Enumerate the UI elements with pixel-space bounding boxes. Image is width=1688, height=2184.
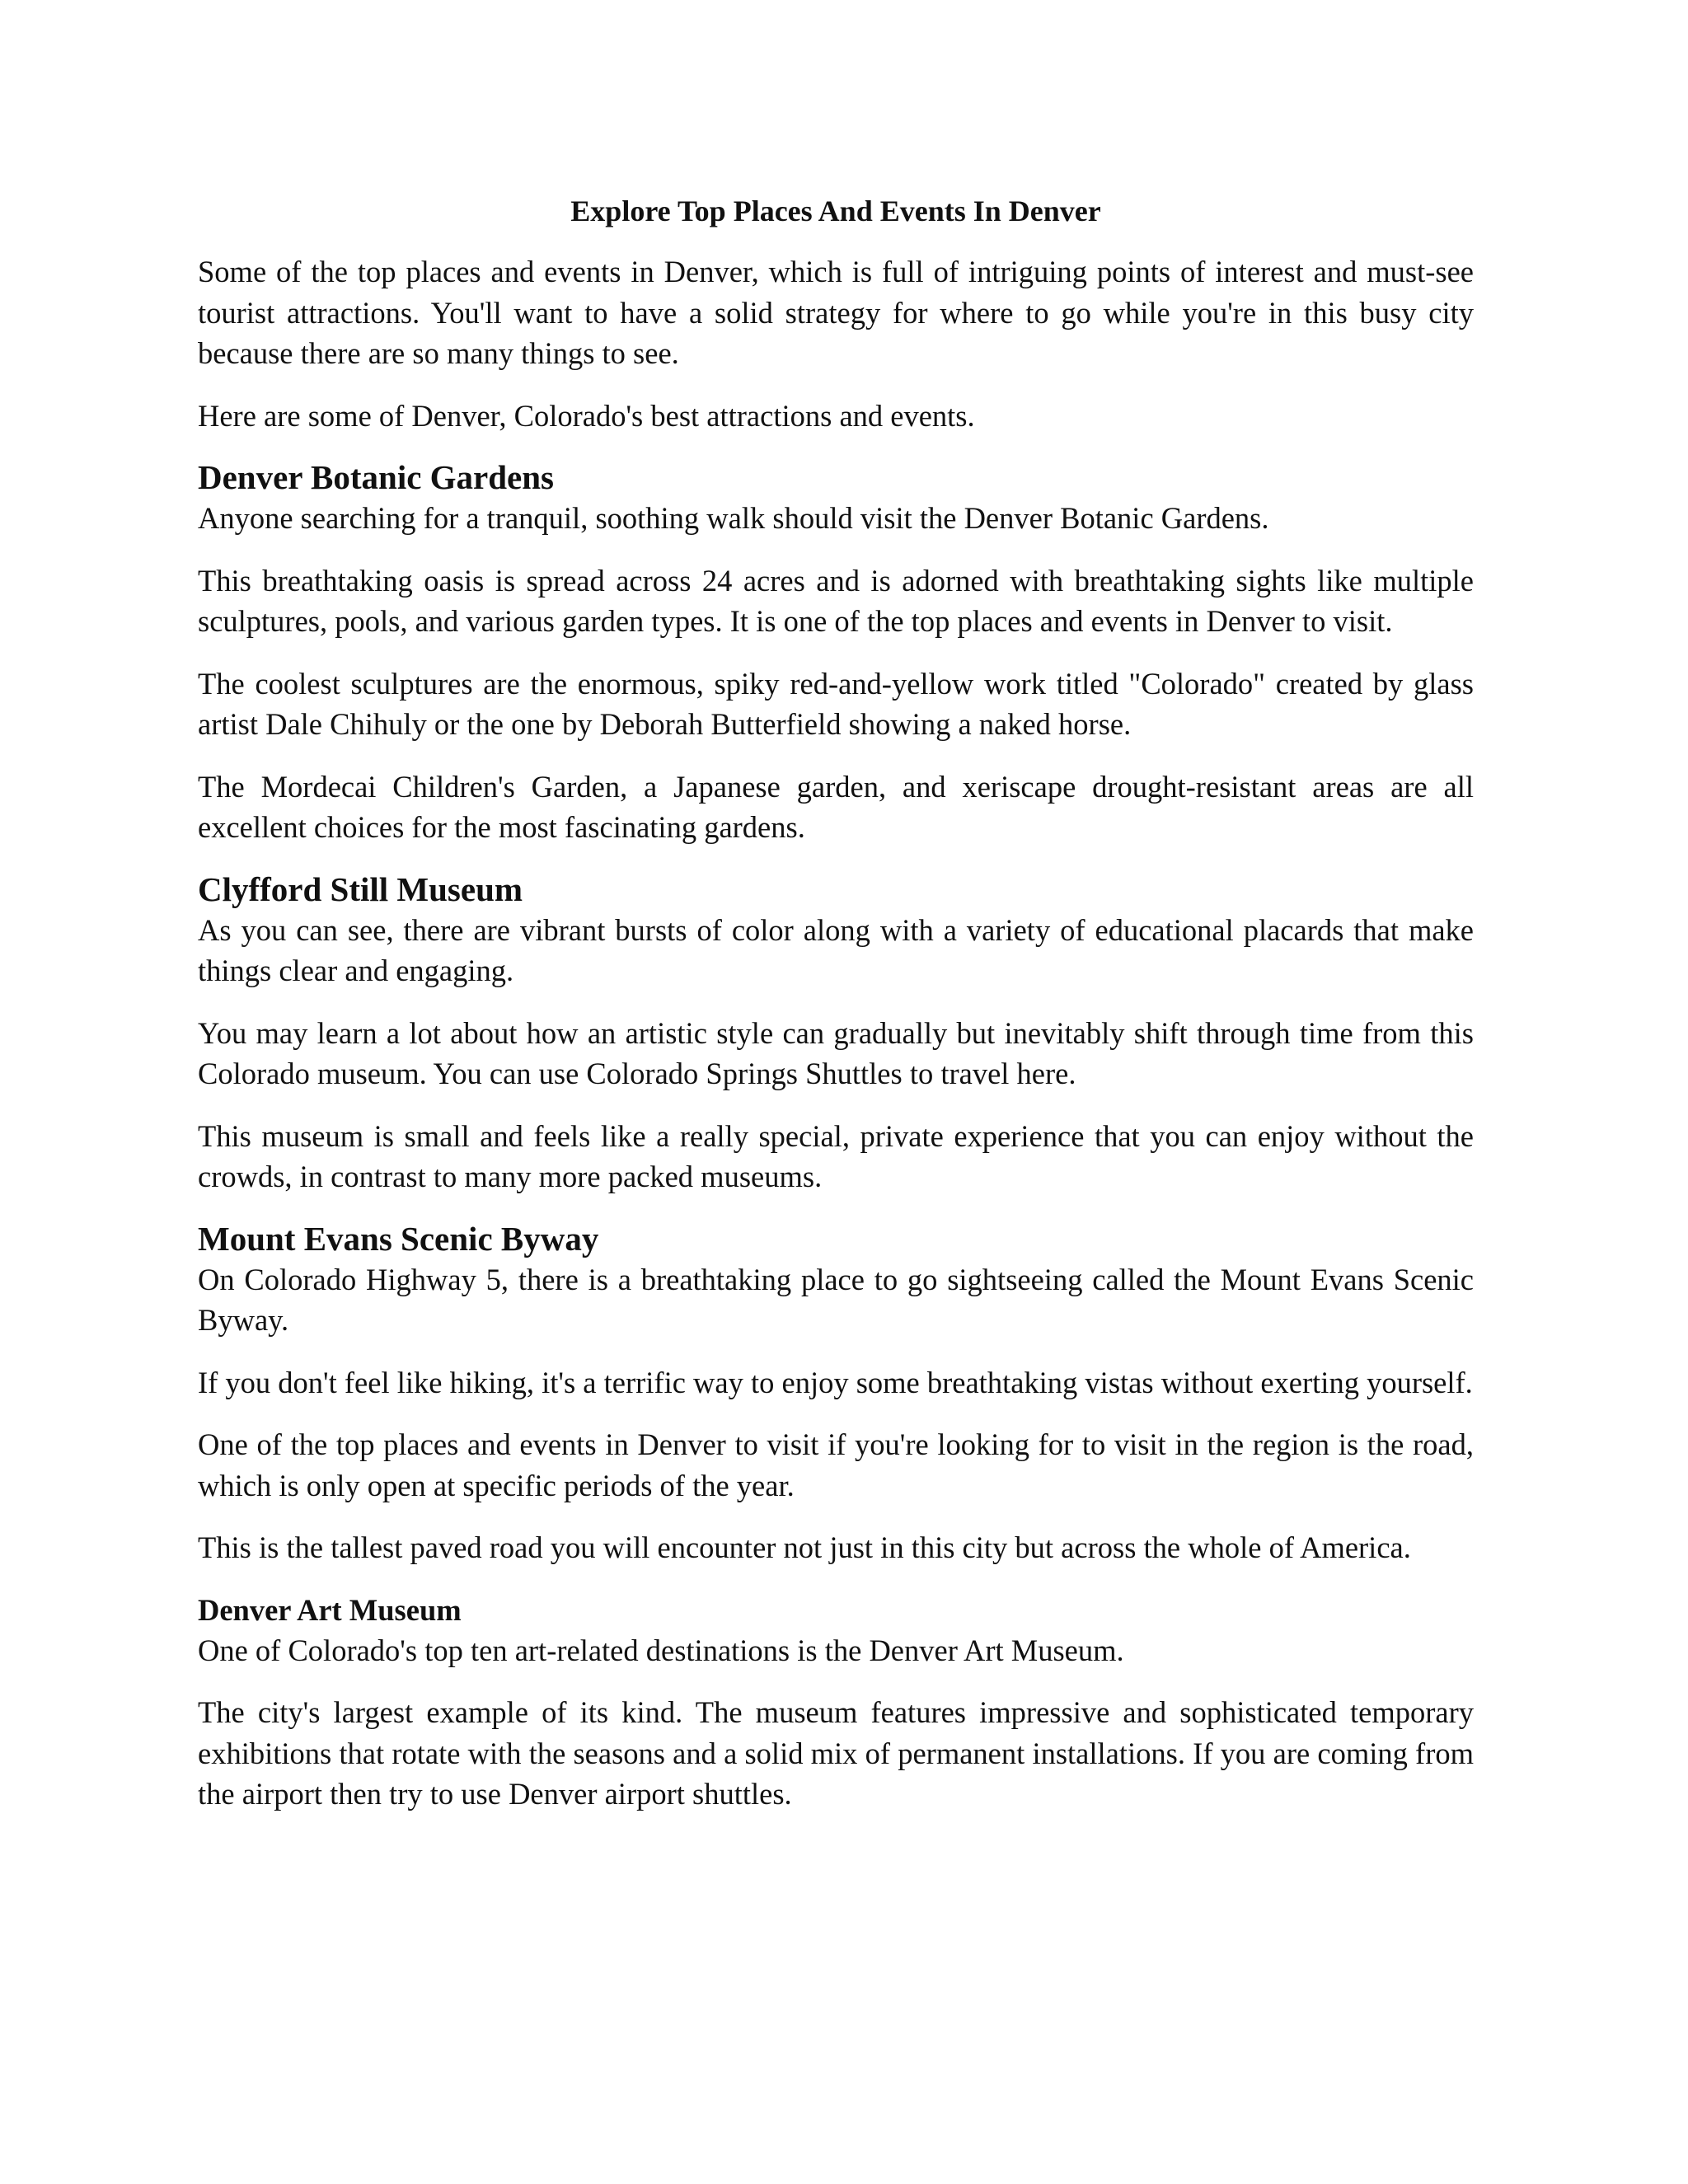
section-paragraph: One of Colorado's top ten art-related destinations is the Denver Art Museum. [198, 1633, 1124, 1667]
section-heading: Denver Botanic Gardens [198, 458, 555, 496]
section-paragraph: If you don't feel like hiking, it's a terrific way to enjoy some breathtaking vistas without exerting yourself. [198, 1365, 1473, 1399]
section-heading: Denver Art Museum [198, 1592, 462, 1627]
section-paragraph: This museum is small and feels like a really special, private experience that you can enjoy without the crowds, in contrast to many more packed museums. [198, 1118, 1474, 1193]
section-mount-evans-scenic-byway [198, 1219, 1474, 1568]
section-denver-art-museum [198, 1590, 1474, 1815]
section-paragraph: As you can see, there are vibrant bursts of color along with a variety of educational placards that make things clear and engaging. [198, 912, 1474, 987]
section-paragraph: On Colorado Highway 5, there is a breathtaking place to go sightseeing called the Mount Evans Scenic Byway. [198, 1262, 1474, 1337]
section-paragraph: One of the top places and events in Denver to visit if you're looking for to visit in the region is the road, which is only open at specific periods of the year. [198, 1427, 1474, 1502]
section-paragraph: The coolest sculptures are the enormous, spiky red-and-yellow work titled "Colorado" created by glass artist Dale Chihuly or the one by Deborah Butterfield showing a naked horse. [198, 666, 1474, 741]
section-paragraph: The city's largest example of its kind. The museum features impressive and sophisticated temporary exhibitions that rotate with the seasons and a solid mix of permanent installations. If you are coming from the airport then try to use Denver airport shuttles. [198, 1695, 1474, 1811]
intro-paragraph: Here are some of Denver, Colorado's best attractions and events. [198, 398, 975, 433]
document-title: Explore Top Places And Events In Denver [570, 194, 1101, 227]
section-heading: Mount Evans Scenic Byway [198, 1219, 599, 1258]
section-paragraph: This breathtaking oasis is spread across 24 acres and is adorned with breathtaking sights like multiple sculptures, pools, and various garden types. It is one of the top places and events in Denver to visit. [198, 563, 1474, 638]
section-denver-botanic-gardens [198, 457, 1474, 848]
intro-paragraph: Some of the top places and events in Denver, which is full of intriguing points of interest and must-see tourist attractions. You'll want to have a solid strategy for where to go while you're in this busy city because there are so many things to see. [198, 255, 1474, 370]
section-paragraph: Anyone searching for a tranquil, soothing walk should visit the Denver Botanic Gardens. [198, 501, 1269, 535]
section-paragraph: This is the tallest paved road you will encounter not just in this city but across the whole of America. [198, 1530, 1411, 1564]
section-clyfford-still-museum [198, 869, 1474, 1197]
section-paragraph: The Mordecai Children's Garden, a Japanese garden, and xeriscape drought-resistant areas are all excellent choices for the most fascinating gardens. [198, 769, 1474, 844]
section-heading: Clyfford Still Museum [198, 869, 523, 908]
section-paragraph: You may learn a lot about how an artistic style can gradually but inevitably shift through time from this Colorado museum. You can use Colorado Springs Shuttles to travel here. [198, 1015, 1474, 1090]
document-page [198, 191, 1474, 1836]
